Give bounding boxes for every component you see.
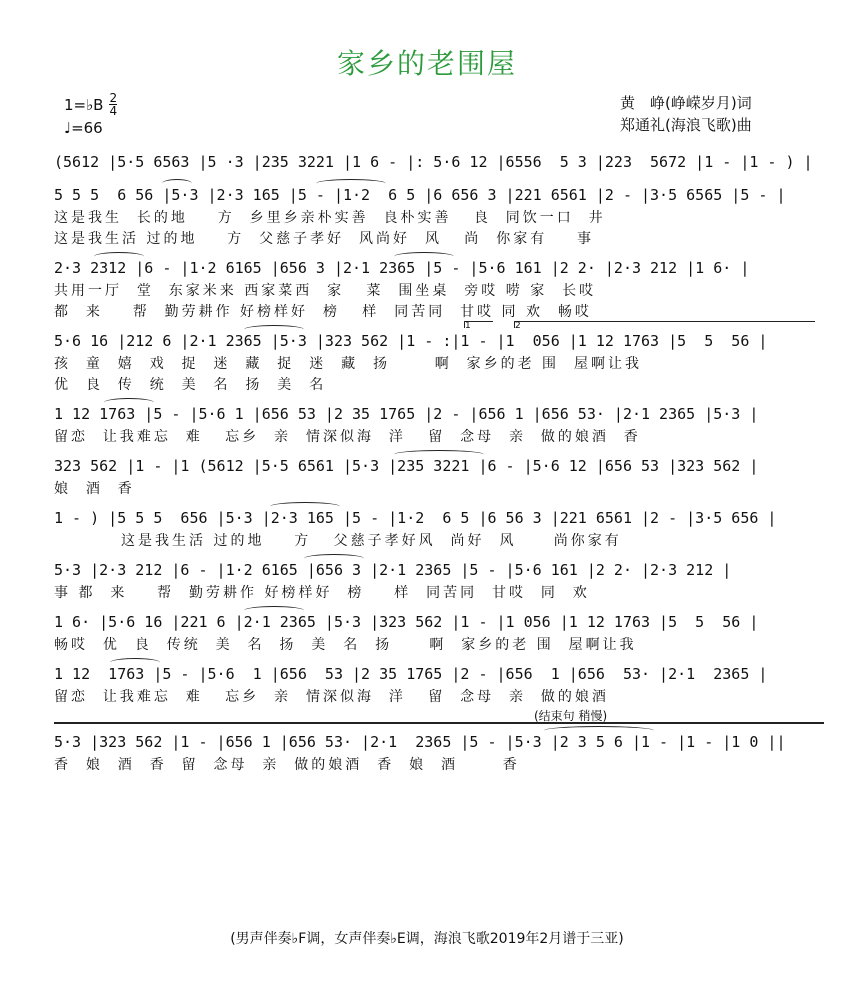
slur-mark xyxy=(162,179,192,188)
slur-mark xyxy=(394,450,484,459)
lyric-line: 留恋 让我难忘 难 忘乡 亲 情深似海 洋 留 念母 亲 做的娘酒 香 xyxy=(54,429,641,445)
score-system-1 xyxy=(54,150,824,175)
notes-line: 5·6 16 |212 6 |2·1 2365 |5·3 |323 562 |1 - :|1 - |1 056 |1 12 1763 |5 5 56 | xyxy=(54,332,768,350)
slur-mark xyxy=(270,502,340,511)
slur-mark xyxy=(316,179,386,188)
score-system-4 xyxy=(54,321,824,396)
lyric-line: 畅哎 优 良 传统 美 名 扬 美 名 扬 啊 家乡的老 围 屋啊让我 xyxy=(54,637,637,653)
score-system-9 xyxy=(54,610,824,656)
notes-line: 5 5 5 6 56 |5·3 |2·3 165 |5 - |1·2 6 5 |6 656 3 |221 6561 |2 - |3·5 6565 |5 - | xyxy=(54,186,786,204)
key-signature xyxy=(64,92,117,117)
composer-credit: 郑通礼(海浪飞歌)曲 xyxy=(620,116,752,134)
score-system-7 xyxy=(54,506,824,552)
lyricist-credit: 黄 峥(峥嵘岁月)词 xyxy=(620,94,752,112)
notes-line: 1 - ) |5 5 5 656 |5·3 |2·3 165 |5 - |1·2 6 5 |6 56 3 |221 6561 |2 - |3·5 656 | xyxy=(54,509,777,527)
lyric-verse-1: 共用一厅 堂 东家米来 西家菜西 家 菜 围坐桌 旁哎 唠 家 长哎 xyxy=(54,283,597,299)
score-system-8 xyxy=(54,558,824,604)
score-system-10 xyxy=(54,662,824,724)
lyric-line: 娘 酒 香 xyxy=(54,481,135,497)
lyric-line: 事 都 来 帮 勤劳耕作 好榜样好 榜 样 同苦同 甘哎 同 欢 xyxy=(54,585,590,601)
volta-bracket-1 xyxy=(464,321,493,331)
score-system-11 xyxy=(54,730,824,776)
lyric-verse-1: 孩 童 嬉 戏 捉 迷 藏 捉 迷 藏 扬 啊 家乡的老 围 屋啊让我 xyxy=(54,356,642,372)
lyric-verse-2: 这是我生活 过的地 方 父慈子孝好 风尚好 风 尚 你家有 事 xyxy=(54,231,595,247)
volta-1-label: 1 xyxy=(465,321,471,331)
slur-mark xyxy=(244,606,304,615)
notes-line: 1 6· |5·6 16 |221 6 |2·1 2365 |5·3 |323 562 |1 - |1 056 |1 12 1763 |5 5 56 | xyxy=(54,613,759,631)
notes-line: 323 562 |1 - |1 (5612 |5·5 6561 |5·3 |235 3221 |6 - |5·6 12 |656 53 |323 562 | xyxy=(54,457,759,475)
volta-2-label: 2 xyxy=(515,321,521,331)
lyric-verse-2: 都 来 帮 勤劳耕作 好榜样好 榜 样 同苦同 甘哎 同 欢 畅哎 xyxy=(54,304,592,320)
footer-note: (男声伴奏♭F调，女声伴奏♭E调，海浪飞歌2019年2月谱于三亚) xyxy=(230,931,624,947)
slur-mark xyxy=(394,252,454,261)
time-top: 2 xyxy=(109,91,118,105)
lyric-line: 留恋 让我难忘 难 忘乡 亲 情深似海 洋 留 念母 亲 做的娘酒 xyxy=(54,689,609,705)
lyric-line: 这是我生活 过的地 方 父慈子孝好风 尚好 风 尚你家有 xyxy=(54,533,622,549)
notes-line: 2·3 2312 |6 - |1·2 6165 |656 3 |2·1 2365 |5 - |5·6 161 |2 2· |2·3 212 |1 6· | xyxy=(54,259,750,277)
tempo-mark: ♩=66 xyxy=(64,119,103,137)
time-bottom: 4 xyxy=(109,104,118,118)
ending-note: (结束句 稍慢) xyxy=(534,709,608,723)
notes-line: (5612 |5·5 6563 |5 ·3 |235 3221 |1 6 - |: 5·6 12 |6556 5 3 |223 5672 |1 - |1 - ) | xyxy=(54,153,813,171)
score-system-6 xyxy=(54,454,824,500)
page-title: 家乡的老围屋 xyxy=(336,47,517,80)
lyric-verse-1: 这是我生 长的地 方 乡里乡亲朴实善 良朴实善 良 同饮一口 井 xyxy=(54,210,606,226)
score-system-3 xyxy=(54,256,824,323)
score-system-2 xyxy=(54,183,824,250)
slur-mark xyxy=(94,252,144,261)
slur-mark xyxy=(110,658,160,667)
time-signature xyxy=(109,92,117,117)
notes-line: 5·3 |2·3 212 |6 - |1·2 6165 |656 3 |2·1 2365 |5 - |5·6 161 |2 2· |2·3 212 | xyxy=(54,561,732,579)
lyric-verse-2: 优 良 传 统 美 名 扬 美 名 xyxy=(54,377,327,393)
volta-bracket-2 xyxy=(514,321,815,331)
slur-mark xyxy=(104,398,154,407)
ending-rule xyxy=(54,722,824,724)
score-sheet xyxy=(54,150,824,776)
slur-mark xyxy=(244,325,304,334)
key-label: 1=♭B xyxy=(64,95,104,114)
slur-mark xyxy=(304,554,364,563)
slur-mark xyxy=(544,726,654,735)
key-tempo-block xyxy=(64,92,117,139)
score-system-5 xyxy=(54,402,824,448)
notes-line: 1 12 1763 |5 - |5·6 1 |656 53 |2 35 1765 |2 - |656 1 |656 53· |2·1 2365 |5·3 | xyxy=(54,405,759,423)
notes-line: 1 12 1763 |5 - |5·6 1 |656 53 |2 35 1765 |2 - |656 1 |656 53· |2·1 2365 | xyxy=(54,665,768,683)
notes-line: 5·3 |323 562 |1 - |656 1 |656 53· |2·1 2365 |5 - |5·3 |2 3 5 6 |1 - |1 - |1 0 || xyxy=(54,733,786,751)
credits-block xyxy=(620,92,752,136)
lyric-line: 香 娘 酒 香 留 念母 亲 做的娘酒 香 娘 酒 香 xyxy=(54,757,520,773)
